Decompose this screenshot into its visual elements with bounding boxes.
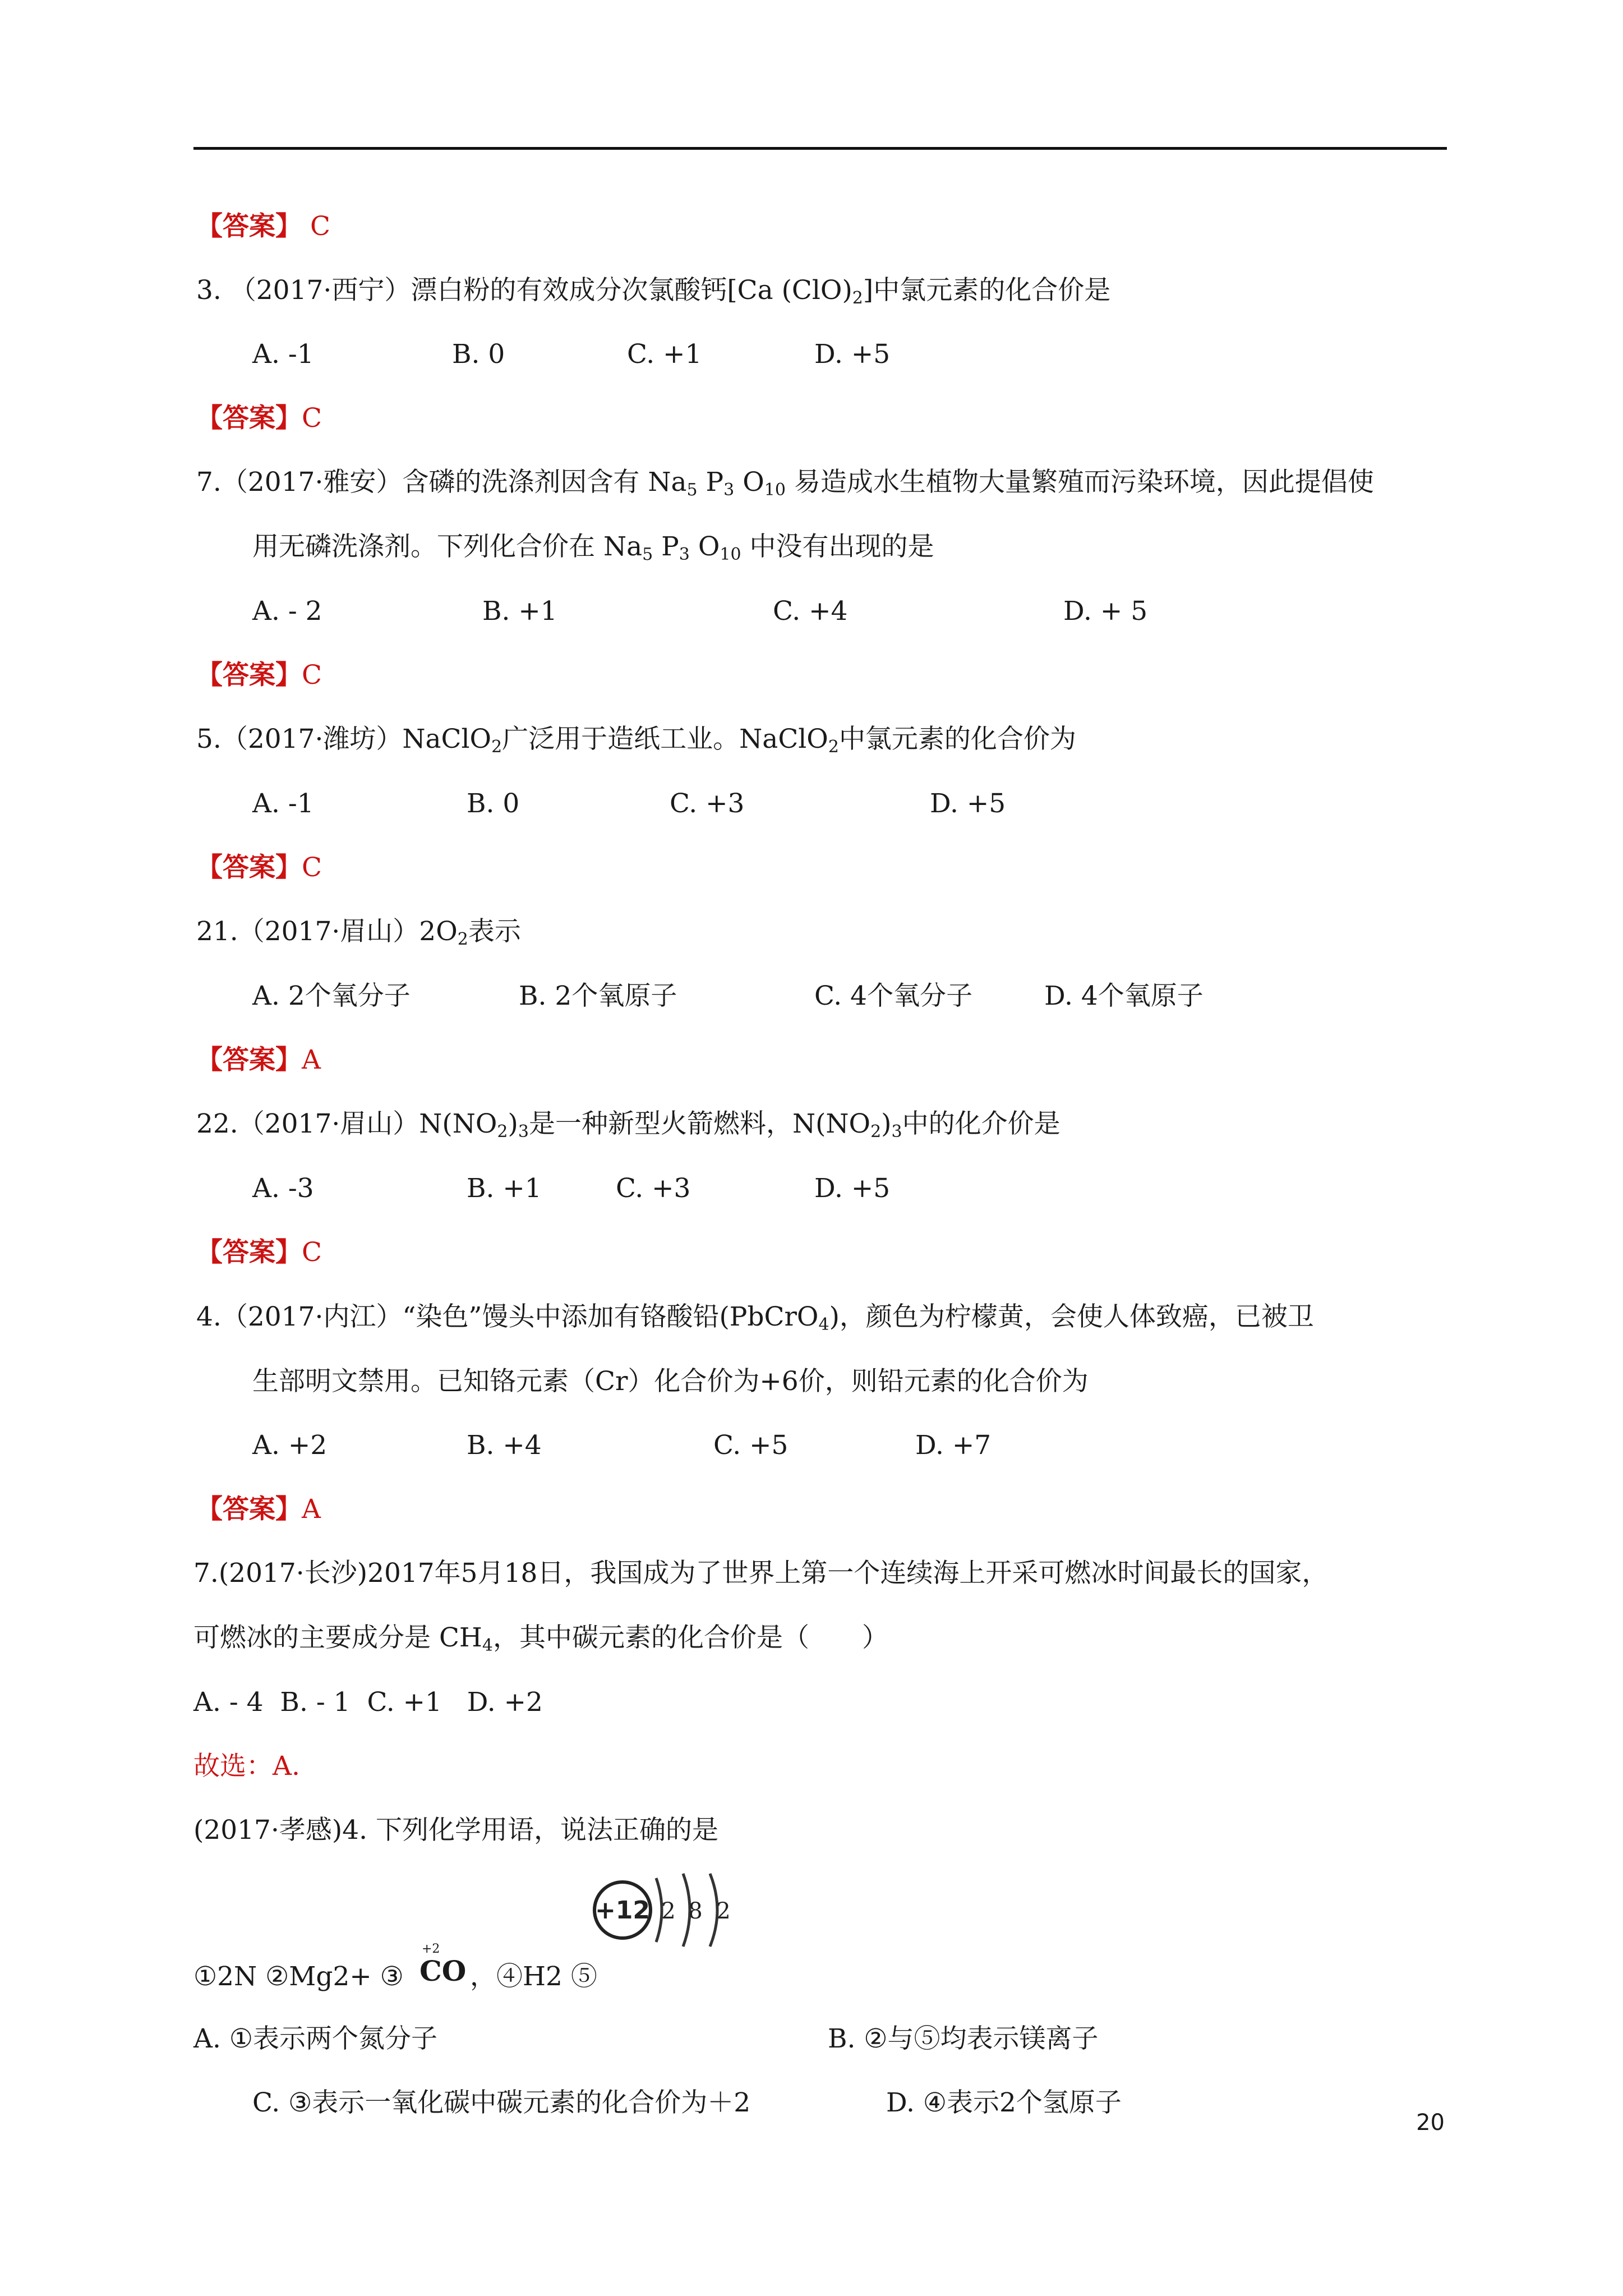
question-5-stem: 5.（2017·潍坊）NaClO$_2$广泛用于造纸工业。NaClO$_2$中氯元素的化合价为	[196, 724, 1076, 757]
question-22-options	[0, 1172, 1623, 1205]
result-line: 故选：A.	[193, 1751, 300, 1782]
option-d: D. +7	[915, 1430, 992, 1461]
option-b: B. +4	[467, 1430, 542, 1461]
question-5-options	[0, 787, 1623, 821]
magnesium-atom-structure-diagram	[589, 1868, 740, 1952]
question-21-stem: 21.（2017·眉山）$2O_2$表示	[196, 916, 521, 949]
answer-line	[196, 210, 330, 243]
option-d: D. +5	[814, 339, 891, 370]
option-c: C. +3	[616, 1173, 691, 1204]
option-b: B. 2个氧原子	[519, 981, 677, 1011]
option-c: C. +1	[627, 339, 702, 370]
option-a: A. ①表示两个氮分子	[193, 2023, 437, 2054]
question-7-stem-line2: 用无磷洗涤剂。下列化合价在 $Na_5$ $P_3$ $O_{10}$ 中没有出现的是	[252, 531, 934, 564]
valence-superscript: +2	[422, 1942, 440, 1956]
answer-line: 【答案】C	[196, 1237, 322, 1268]
answer-value: C	[302, 660, 322, 691]
page-number: 20	[1416, 2110, 1445, 2136]
option-b: B. ②与⑤均表示镁离子	[828, 2023, 1099, 2054]
answer-value: C	[302, 403, 322, 434]
shell-2-count: 8	[688, 1898, 703, 1924]
answer-value: C	[310, 211, 330, 242]
question-4-stem-line2: 生部明文禁用。已知铬元素（Cr）化合价为+6价，则铅元素的化合价为	[252, 1366, 1089, 1397]
option-a: A. -1	[252, 339, 314, 370]
question-7-stem-line1: 7.（2017·雅安）含磷的洗涤剂因含有 $Na_5$ $P_3$ $O_{10}$ 易造成水生植物大量繁殖而污染环境，因此提倡使	[196, 467, 1374, 500]
question-xiaogan-items-cont: ，④H2 ⑤	[470, 1961, 597, 1992]
nucleus-charge: +12	[594, 1896, 651, 1925]
question-7-options	[0, 595, 1623, 628]
option-c: C. 4个氧分子	[814, 981, 973, 1011]
answer-value: A	[302, 1494, 321, 1525]
option-c: C. ③表示一氧化碳中碳元素的化合价为＋2	[252, 2087, 751, 2118]
option-a: A. 2个氧分子	[252, 981, 411, 1011]
option-d: D. 4个氧原子	[1044, 981, 1204, 1011]
answer-value: A	[302, 1045, 321, 1075]
option-c: C. +4	[773, 596, 848, 627]
option-d: D. +5	[930, 788, 1006, 819]
answer-label: 【答案】	[196, 211, 302, 242]
option-a: A. -3	[252, 1173, 314, 1204]
option-d: D. ④表示2个氢原子	[886, 2087, 1122, 2118]
shell-3-count: 2	[716, 1898, 731, 1924]
answer-line: 【答案】C	[196, 852, 322, 883]
option-a: A. - 2	[252, 596, 322, 627]
question-xiaogan-options-row2	[0, 2086, 1623, 2120]
co-with-valence: +2 CO	[419, 1942, 467, 1987]
question-4-stem-line1: 4.（2017·内江）“染色”馒头中添加有铬酸铅(PbCrO$_4$)，颜色为柠檬黄，会使人体致癌，已被卫	[196, 1301, 1314, 1335]
answer-line: 【答案】A	[196, 1494, 321, 1525]
option-b: B. +1	[482, 596, 557, 627]
option-a: A. +2	[252, 1430, 328, 1461]
header-rule	[193, 147, 1447, 150]
answer-value: C	[302, 1237, 322, 1268]
shell-1-count: 2	[661, 1898, 676, 1924]
option-d: D. + 5	[1063, 596, 1148, 627]
question-7-changsha-line1: 7.(2017·长沙)2017年5月18日，我国成为了世界上第一个连续海上开采可燃冰时间最长的国家，	[193, 1558, 1329, 1589]
answer-line: 【答案】C	[196, 403, 322, 434]
option-d: D. +5	[814, 1173, 891, 1204]
option-a: A. -1	[252, 788, 314, 819]
question-22-stem: 22.（2017·眉山）$N(NO_2)_3$是一种新型火箭燃料，$N(NO_2)_3$中的化介价是	[196, 1108, 1061, 1142]
question-7-changsha-line2: 可燃冰的主要成分是 $CH_4$，其中碳元素的化合价是（ ）	[193, 1622, 888, 1655]
answer-line: 【答案】A	[196, 1045, 321, 1075]
question-3-stem: 3. （2017·西宁）漂白粉的有效成分次氯酸钙[Ca $(ClO)_2$]中氯元素的化合价是	[196, 275, 1111, 308]
question-xiaogan-items: ①2N ②Mg2+ ③	[193, 1961, 404, 1992]
option-c: C. +3	[670, 788, 745, 819]
option-c: C. +5	[713, 1430, 789, 1461]
question-7-changsha-options: A. - 4 B. - 1 C. +1 D. +2	[193, 1687, 543, 1718]
option-b: B. 0	[452, 339, 505, 370]
question-3-options	[0, 338, 1623, 371]
option-b: B. 0	[467, 788, 520, 819]
question-21-options	[0, 979, 1623, 1013]
question-xiaogan-stem: (2017·孝感)4. 下列化学用语，说法正确的是	[193, 1815, 719, 1846]
answer-value: C	[302, 852, 322, 883]
option-b: B. +1	[467, 1173, 542, 1204]
question-xiaogan-options-row1	[0, 2022, 1623, 2056]
question-4-options	[0, 1429, 1623, 1462]
answer-line: 【答案】C	[196, 660, 322, 691]
